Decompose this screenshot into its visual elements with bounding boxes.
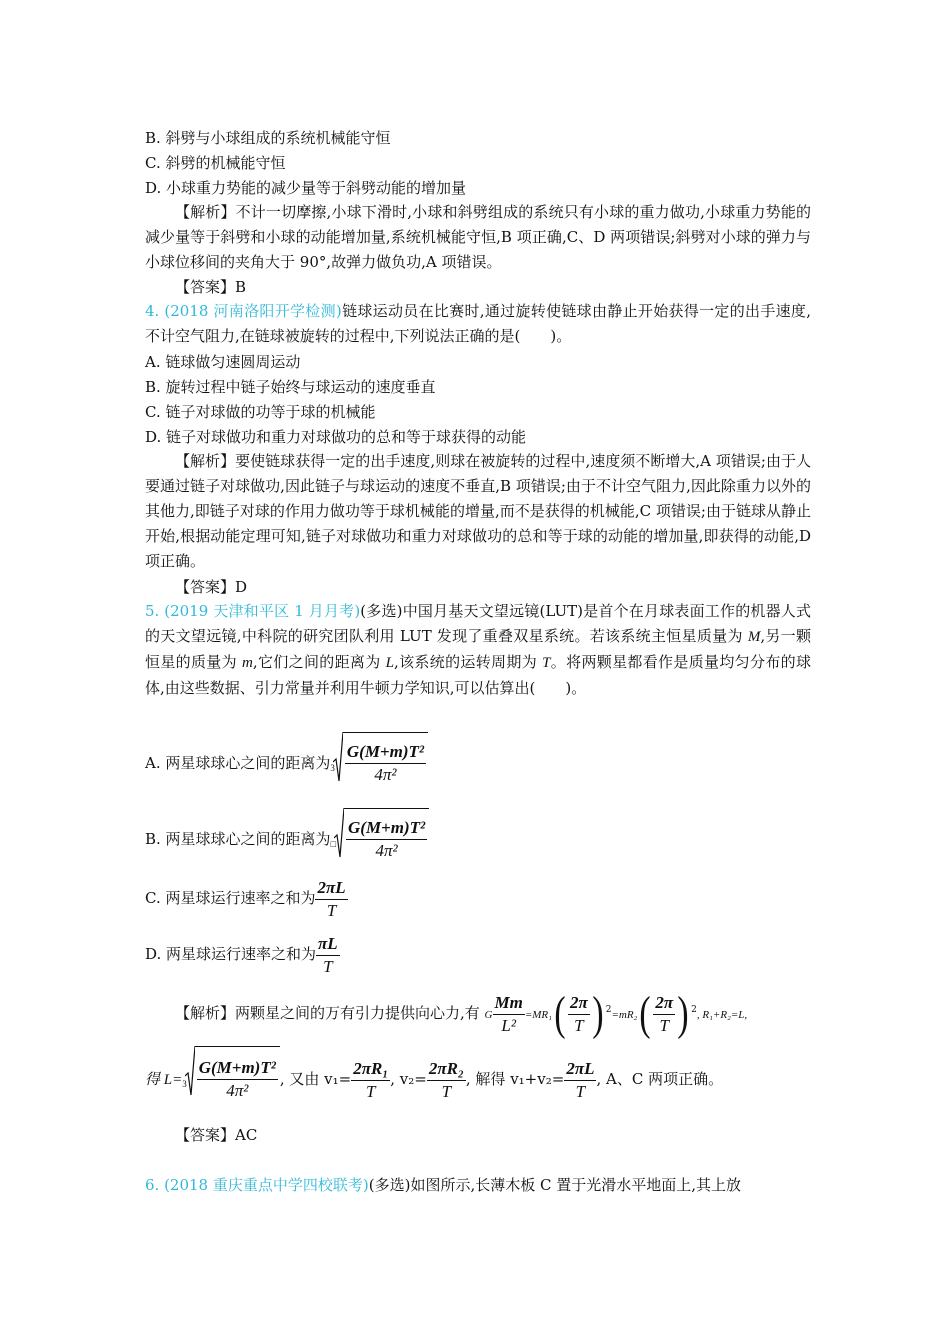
fraction-gravity: $\frac{Mm}{\text{L²}}$ (494, 992, 523, 1035)
q5-option-a: A. 两星球球心之间的距离为 3 $\frac{\text{G(M+m)T²}}{\text{4π²}}$ (145, 732, 428, 796)
q4-answer: 【答案】D (175, 578, 248, 596)
q5-stem: 5. (2019 天津和平区 1 月月考)(多选)中国月基天文望远镜(LUT)是首个在月球表面工作的机器人式的天文望远镜,中科院的研究团队利用 LUT 发现了重叠双星系统。若该系统主恒星质量为 M,另一颗恒星的质量为 m,它们之间的距离为 L,该系统的运转周期为 T。将两颗星都看作是质量均匀分布的球体,由这些数据、引力常量并利用牛顿力学知识,可以估算出( )。 (145, 602, 811, 697)
q4-option-a: A. 链球做匀速圆周运动 (145, 353, 301, 371)
fraction-omega-1: $\frac{2\pi}{T}$ (569, 992, 588, 1035)
var-T: T (542, 655, 551, 671)
q5-answer: 【答案】AC (175, 1126, 258, 1144)
var-M: M (747, 629, 761, 645)
q3-answer: 【答案】B (175, 278, 247, 296)
q3-option-b: B. 斜劈与小球组成的系统机械能守恒 (145, 129, 391, 147)
fraction-d: $\frac{\pi L}{T}$ (318, 933, 338, 976)
q4-source-label: 4. (2018 河南洛阳开学检测) (145, 302, 342, 320)
q6-source-label: 6. (2018 重庆重点中学四校联考) (145, 1176, 369, 1194)
fraction-v2: $\frac{\text{2πR₂}}{T}$ (428, 1058, 464, 1101)
fraction-sum: $\frac{2\pi L}{T}$ (566, 1058, 595, 1101)
root-expression: □ $\frac{\text{G(M+m)T²}}{\text{4π²}}$ (331, 808, 430, 872)
q6-stem: 6. (2018 重庆重点中学四校联考)(多选)如图所示,长薄木板 C 置于光滑水平地面上,其上放 (145, 1176, 741, 1194)
fraction-v1: $\frac{\text{2πR₁}}{T}$ (353, 1058, 389, 1101)
q5-analysis-line-2: 得 L= 3 $\frac{\text{G(M+m)T²}}{\text{4π²}}$ , 又由 v₁= $\frac{\text{2πR₁}}{T}$ , v₂= $\frac{\text{2πR₂}}{T}$ , 解得 v₁+v₂= $\frac{2\pi L}{T}$ , A、C 两项正确。 (145, 1046, 723, 1114)
cube-root-expression: 3 $\frac{\text{G(M+m)T²}}{\text{4π²}}$ (330, 732, 428, 796)
q4-option-d: D. 链子对球做功和重力对球做功的总和等于球获得的动能 (145, 428, 527, 446)
fraction: $\frac{\text{G(M+m)T²}}{\text{4π²}}$ (348, 817, 426, 860)
var-L: L (385, 655, 395, 671)
fraction-omega-2: $\frac{2\pi}{T}$ (655, 992, 674, 1035)
cube-root-result: 3 $\frac{\text{G(M+m)T²}}{\text{4π²}}$ (182, 1046, 280, 1114)
q5-source-label: 5. (2019 天津和平区 1 月月考) (145, 602, 361, 620)
q5-option-d: D. 两星球运行速率之和为 $\frac{\pi L}{T}$ (145, 933, 338, 976)
fraction-c: $\frac{2\pi L}{T}$ (317, 877, 346, 920)
q4-option-c: C. 链子对球做的功等于球的机械能 (145, 403, 376, 421)
q5-option-b: B. 两星球球心之间的距离为 □ $\frac{\text{G(M+m)T²}}{\text{4π²}}$ (145, 808, 429, 872)
fraction: $\frac{\text{G(M+m)T²}}{\text{4π²}}$ (198, 1057, 276, 1100)
q3-option-c: C. 斜劈的机械能守恒 (145, 154, 286, 172)
q4-option-b: B. 旋转过程中链子始终与球运动的速度垂直 (145, 378, 436, 396)
q5-analysis-line-1: 【解析】两颗星之间的万有引力提供向心力,有 G $\frac{Mm}{\text{L²}}$ =MR₁( $\frac{2\pi}{T}$ ) $^2$=mR₂( $\frac{2\pi}{T}$ ) $^2$, R₁+R₂=L, (175, 987, 748, 1040)
q4-stem-text: 链球运动员在比赛时,通过旋转使链球由静止开始获得一定的出手速度,不计空气阻力,在链球被旋转的过程中,下列说法正确的是( )。 (145, 302, 811, 345)
q3-analysis: 【解析】不计一切摩擦,小球下滑时,小球和斜劈组成的系统只有小球的重力做功,小球重力势能的减少量等于斜劈和小球的动能增加量,系统机械能守恒,B 项正确,C、D 两项错误;斜劈对小球的弹力与小球位移间的夹角大于 90°,故弹力做负功,A 项错误。 (145, 203, 811, 271)
q4-analysis: 【解析】要使链球获得一定的出手速度,则球在被旋转的过程中,速度须不断增大,A 项错误;由于人要通过链子对球做功,因此链子与球运动的速度不垂直,B 项错误;由于不计空气阻力,因此除重力以外的其他力,即链子对球的作用力做功等于球机械能的增量,而不是获得的机械能,C 项错误;由于链球从静止开始,根据动能定理可知,链子对球做功和重力对球做功的总和等于球的动能的增加量,即获得的动能,D 项正确。 (145, 452, 811, 570)
q4-stem (145, 299, 811, 349)
q3-option-d: D. 小球重力势能的减少量等于斜劈动能的增加量 (145, 179, 467, 197)
var-m: m (242, 655, 253, 671)
q5-option-c: C. 两星球运行速率之和为 $\frac{2\pi L}{T}$ (145, 877, 346, 920)
fraction: $\frac{\text{G(M+m)T²}}{\text{4π²}}$ (346, 741, 424, 784)
